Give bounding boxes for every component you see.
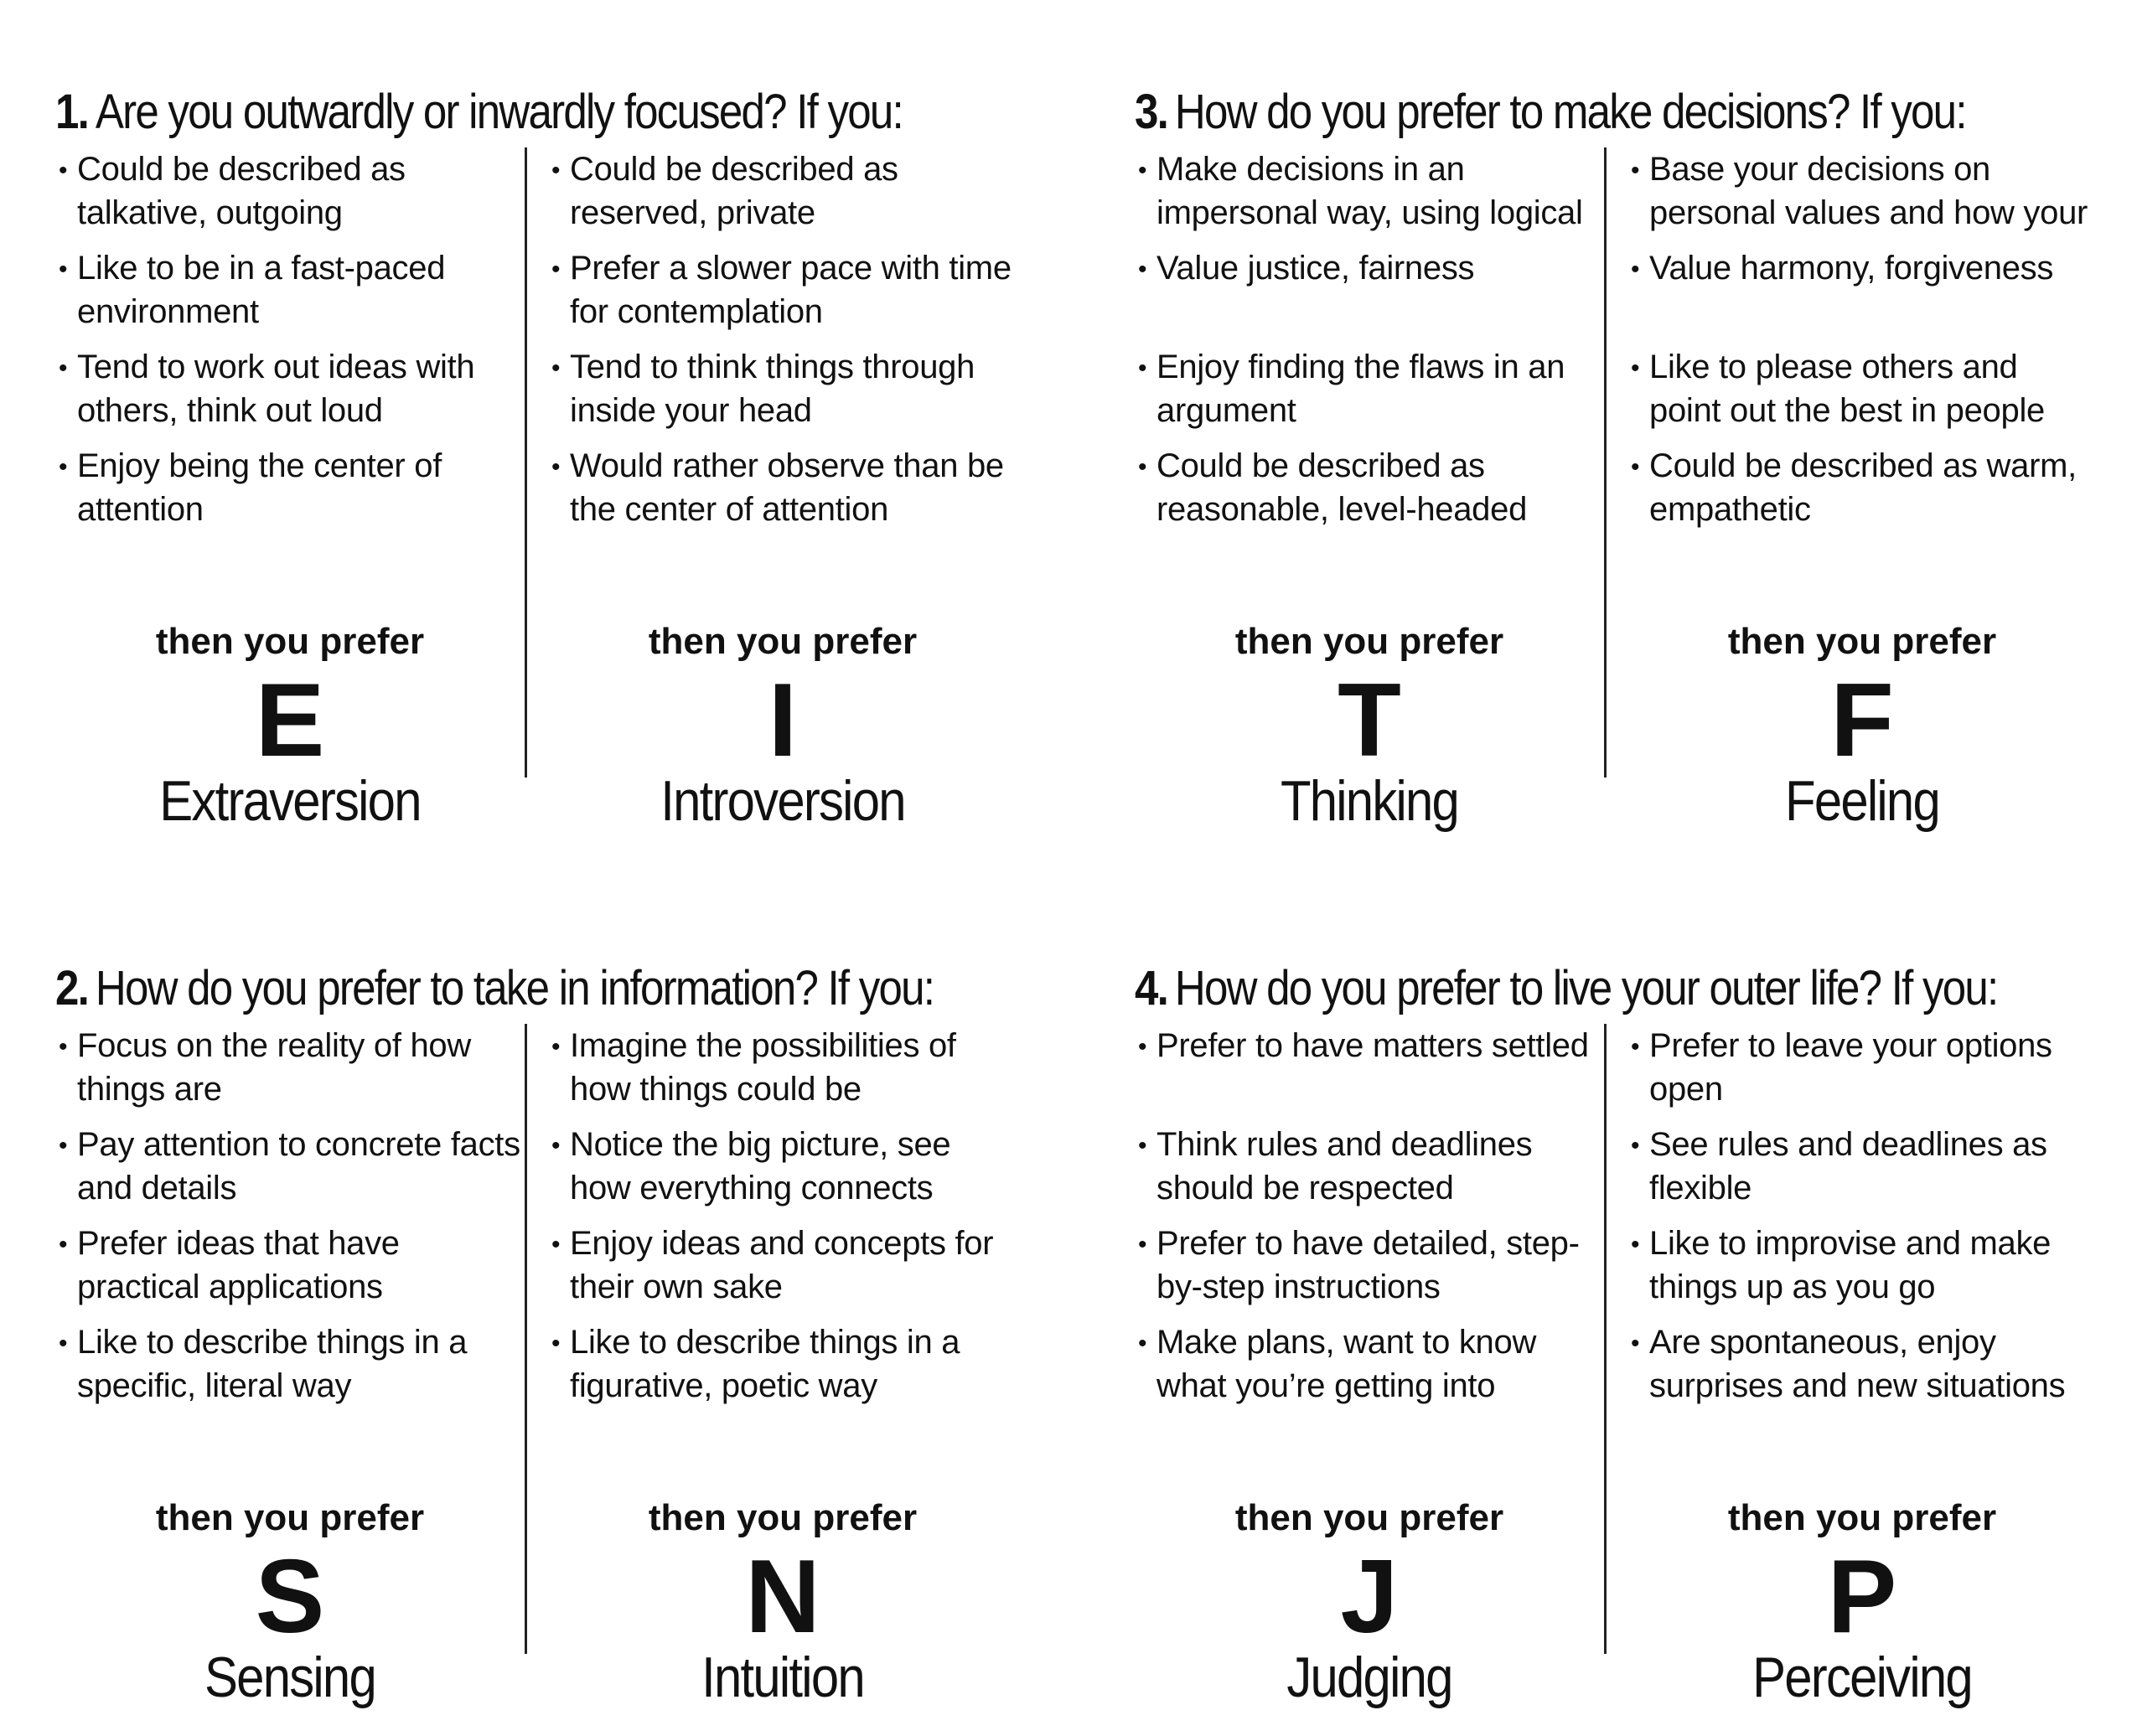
bullet-list [1627, 1024, 2097, 1419]
bullet-list [1135, 147, 1604, 543]
list-item: • Like to describe things in a specific, literal way [55, 1320, 525, 1408]
section-title [55, 70, 925, 154]
list-item: • Enjoy finding the flaws in an argument [1135, 345, 1604, 432]
bullet-icon: • [551, 453, 561, 481]
bullet-icon: • [1138, 256, 1147, 283]
list-item: • Like to please others and point out the best in people [1627, 345, 2097, 432]
then-you-prefer: then you prefer [155, 621, 425, 662]
type-letter: T [1338, 663, 1401, 778]
column-divider [1604, 147, 1607, 778]
list-item: • Could be described as warm, empathetic [1627, 444, 2097, 531]
bullet-list [55, 147, 525, 543]
bullet-list [1135, 1024, 1604, 1419]
bullet-list [548, 147, 1017, 543]
list-item: • Tend to work out ideas with others, think out loud [55, 345, 525, 432]
type-name: Sensing [204, 1646, 375, 1709]
bullet-list [548, 1024, 1017, 1419]
list-item: • Tend to think things through inside your head [548, 345, 1017, 432]
column-introversion [548, 147, 1026, 833]
section-question: Are you outwardly or inwardly focused? If you: [95, 85, 903, 139]
bullet-icon: • [1631, 157, 1640, 184]
list-item: • Like to describe things in a figurative, poetic way [548, 1320, 1017, 1408]
bullet-icon: • [1631, 1132, 1640, 1160]
bullet-list [55, 1024, 525, 1419]
bullet-icon: • [1138, 1231, 1147, 1258]
bullet-icon: • [59, 157, 68, 184]
list-item: • Make plans, want to know what you’re getting into [1135, 1320, 1604, 1408]
list-item: • Think rules and deadlines should be respected [1135, 1123, 1604, 1210]
bullet-icon: • [59, 256, 68, 283]
bullet-icon: • [59, 354, 68, 382]
type-letter: I [768, 663, 798, 778]
column-divider [1604, 1024, 1607, 1654]
list-item: • Prefer ideas that have practical applications [55, 1222, 525, 1309]
column-thinking [1135, 147, 1612, 833]
bullet-icon: • [1631, 453, 1640, 481]
then-you-prefer: then you prefer [1727, 621, 1997, 662]
list-item: • Could be described as talkative, outgoing [55, 147, 525, 235]
bullet-icon: • [59, 1033, 68, 1061]
list-item: • Could be described as reasonable, level-headed [1135, 444, 1604, 531]
type-letter: S [255, 1539, 325, 1655]
section-question: How do you prefer to live your outer life? If you: [1174, 961, 1998, 1015]
bullet-icon: • [1138, 1330, 1147, 1357]
column-extraversion [55, 147, 533, 833]
section-title [1135, 947, 2005, 1031]
bullet-icon: • [1138, 354, 1147, 382]
bullet-icon: • [59, 453, 68, 481]
section-information [55, 947, 1036, 1709]
list-item: • Imagine the possibilities of how things could be [548, 1024, 1017, 1111]
bullet-icon: • [1138, 453, 1147, 481]
then-you-prefer: then you prefer [648, 1497, 918, 1538]
list-item: • Could be described as reserved, private [548, 147, 1017, 235]
list-item: • Like to improvise and make things up as you go [1627, 1222, 2097, 1309]
section-question: How do you prefer to make decisions? If you: [1174, 85, 1966, 139]
section-outer-life [1135, 947, 2115, 1709]
bullet-icon: • [551, 354, 561, 382]
list-item: • See rules and deadlines as flexible [1627, 1123, 2097, 1210]
preference-block [1135, 1493, 1604, 1711]
section-number: 3. [1135, 85, 1168, 139]
column-divider [525, 147, 527, 778]
column-divider [525, 1024, 527, 1654]
preference-block [55, 1493, 525, 1711]
list-item: • Are spontaneous, enjoy surprises and new situations [1627, 1320, 2097, 1408]
section-number: 1. [55, 85, 89, 139]
bullet-icon: • [1631, 1033, 1640, 1061]
type-letter: N [745, 1539, 820, 1655]
type-letter: P [1827, 1539, 1897, 1655]
type-name: Intuition [701, 1646, 864, 1709]
preference-block [1627, 617, 2097, 834]
bullet-icon: • [59, 1330, 68, 1357]
type-letter: E [255, 663, 325, 778]
bullet-icon: • [1138, 1033, 1147, 1061]
list-item: • Value justice, fairness [1135, 246, 1604, 333]
type-name: Feeling [1785, 769, 1939, 833]
bullet-icon: • [1138, 157, 1147, 184]
bullet-icon: • [551, 1231, 561, 1258]
list-item: • Enjoy ideas and concepts for their own sake [548, 1222, 1017, 1309]
preference-block [548, 617, 1017, 834]
bullet-icon: • [59, 1231, 68, 1258]
bullet-icon: • [551, 1132, 561, 1160]
bullet-icon: • [1631, 1231, 1640, 1258]
bullet-icon: • [551, 157, 561, 184]
bullet-icon: • [1631, 256, 1640, 283]
section-decisions [1135, 70, 2115, 833]
then-you-prefer: then you prefer [1234, 1497, 1504, 1538]
list-item: • Prefer to have matters settled [1135, 1024, 1604, 1111]
preference-block [55, 617, 525, 834]
bullet-icon: • [1631, 354, 1640, 382]
list-item: • Pay attention to concrete facts and details [55, 1123, 525, 1210]
list-item: • Prefer a slower pace with time for contemplation [548, 246, 1017, 333]
section-number: 4. [1135, 961, 1168, 1015]
type-name: Extraversion [159, 769, 421, 833]
bullet-list [1627, 147, 2097, 543]
preference-block [1627, 1493, 2097, 1711]
list-item: • Prefer to leave your options open [1627, 1024, 2097, 1111]
column-intuition [548, 1024, 1026, 1709]
type-name: Judging [1286, 1646, 1452, 1709]
list-item: • Value harmony, forgiveness [1627, 246, 2097, 333]
list-item: • Base your decisions on personal values and how your [1627, 147, 2097, 235]
preference-block [1135, 617, 1604, 834]
list-item: • Prefer to have detailed, step-by-step instructions [1135, 1222, 1604, 1309]
list-item: • Would rather observe than be the center of attention [548, 444, 1017, 531]
section-title [1135, 70, 2005, 154]
then-you-prefer: then you prefer [1234, 621, 1504, 662]
list-item: • Enjoy being the center of attention [55, 444, 525, 531]
bullet-icon: • [1138, 1132, 1147, 1160]
then-you-prefer: then you prefer [155, 1497, 425, 1538]
type-letter: J [1340, 1539, 1399, 1655]
list-item: • Make decisions in an impersonal way, using logical [1135, 147, 1604, 235]
preference-block [548, 1493, 1017, 1711]
type-letter: F [1830, 663, 1894, 778]
section-question: How do you prefer to take in information? If you: [95, 961, 934, 1015]
section-title [55, 947, 934, 1031]
list-item: • Focus on the reality of how things are [55, 1024, 525, 1111]
column-sensing [55, 1024, 533, 1709]
type-name: Perceiving [1752, 1646, 1972, 1709]
type-name: Introversion [660, 769, 905, 833]
list-item: • Like to be in a fast-paced environment [55, 246, 525, 333]
section-focus [55, 70, 1036, 833]
type-name: Thinking [1280, 769, 1459, 833]
section-number: 2. [55, 961, 89, 1015]
bullet-icon: • [551, 1033, 561, 1061]
bullet-icon: • [59, 1132, 68, 1160]
bullet-icon: • [551, 256, 561, 283]
bullet-icon: • [551, 1330, 561, 1357]
then-you-prefer: then you prefer [648, 621, 918, 662]
then-you-prefer: then you prefer [1727, 1497, 1997, 1538]
bullet-icon: • [1631, 1330, 1640, 1357]
list-item: • Notice the big picture, see how everything connects [548, 1123, 1017, 1210]
column-feeling [1627, 147, 2105, 833]
column-judging [1135, 1024, 1612, 1709]
column-perceiving [1627, 1024, 2105, 1709]
